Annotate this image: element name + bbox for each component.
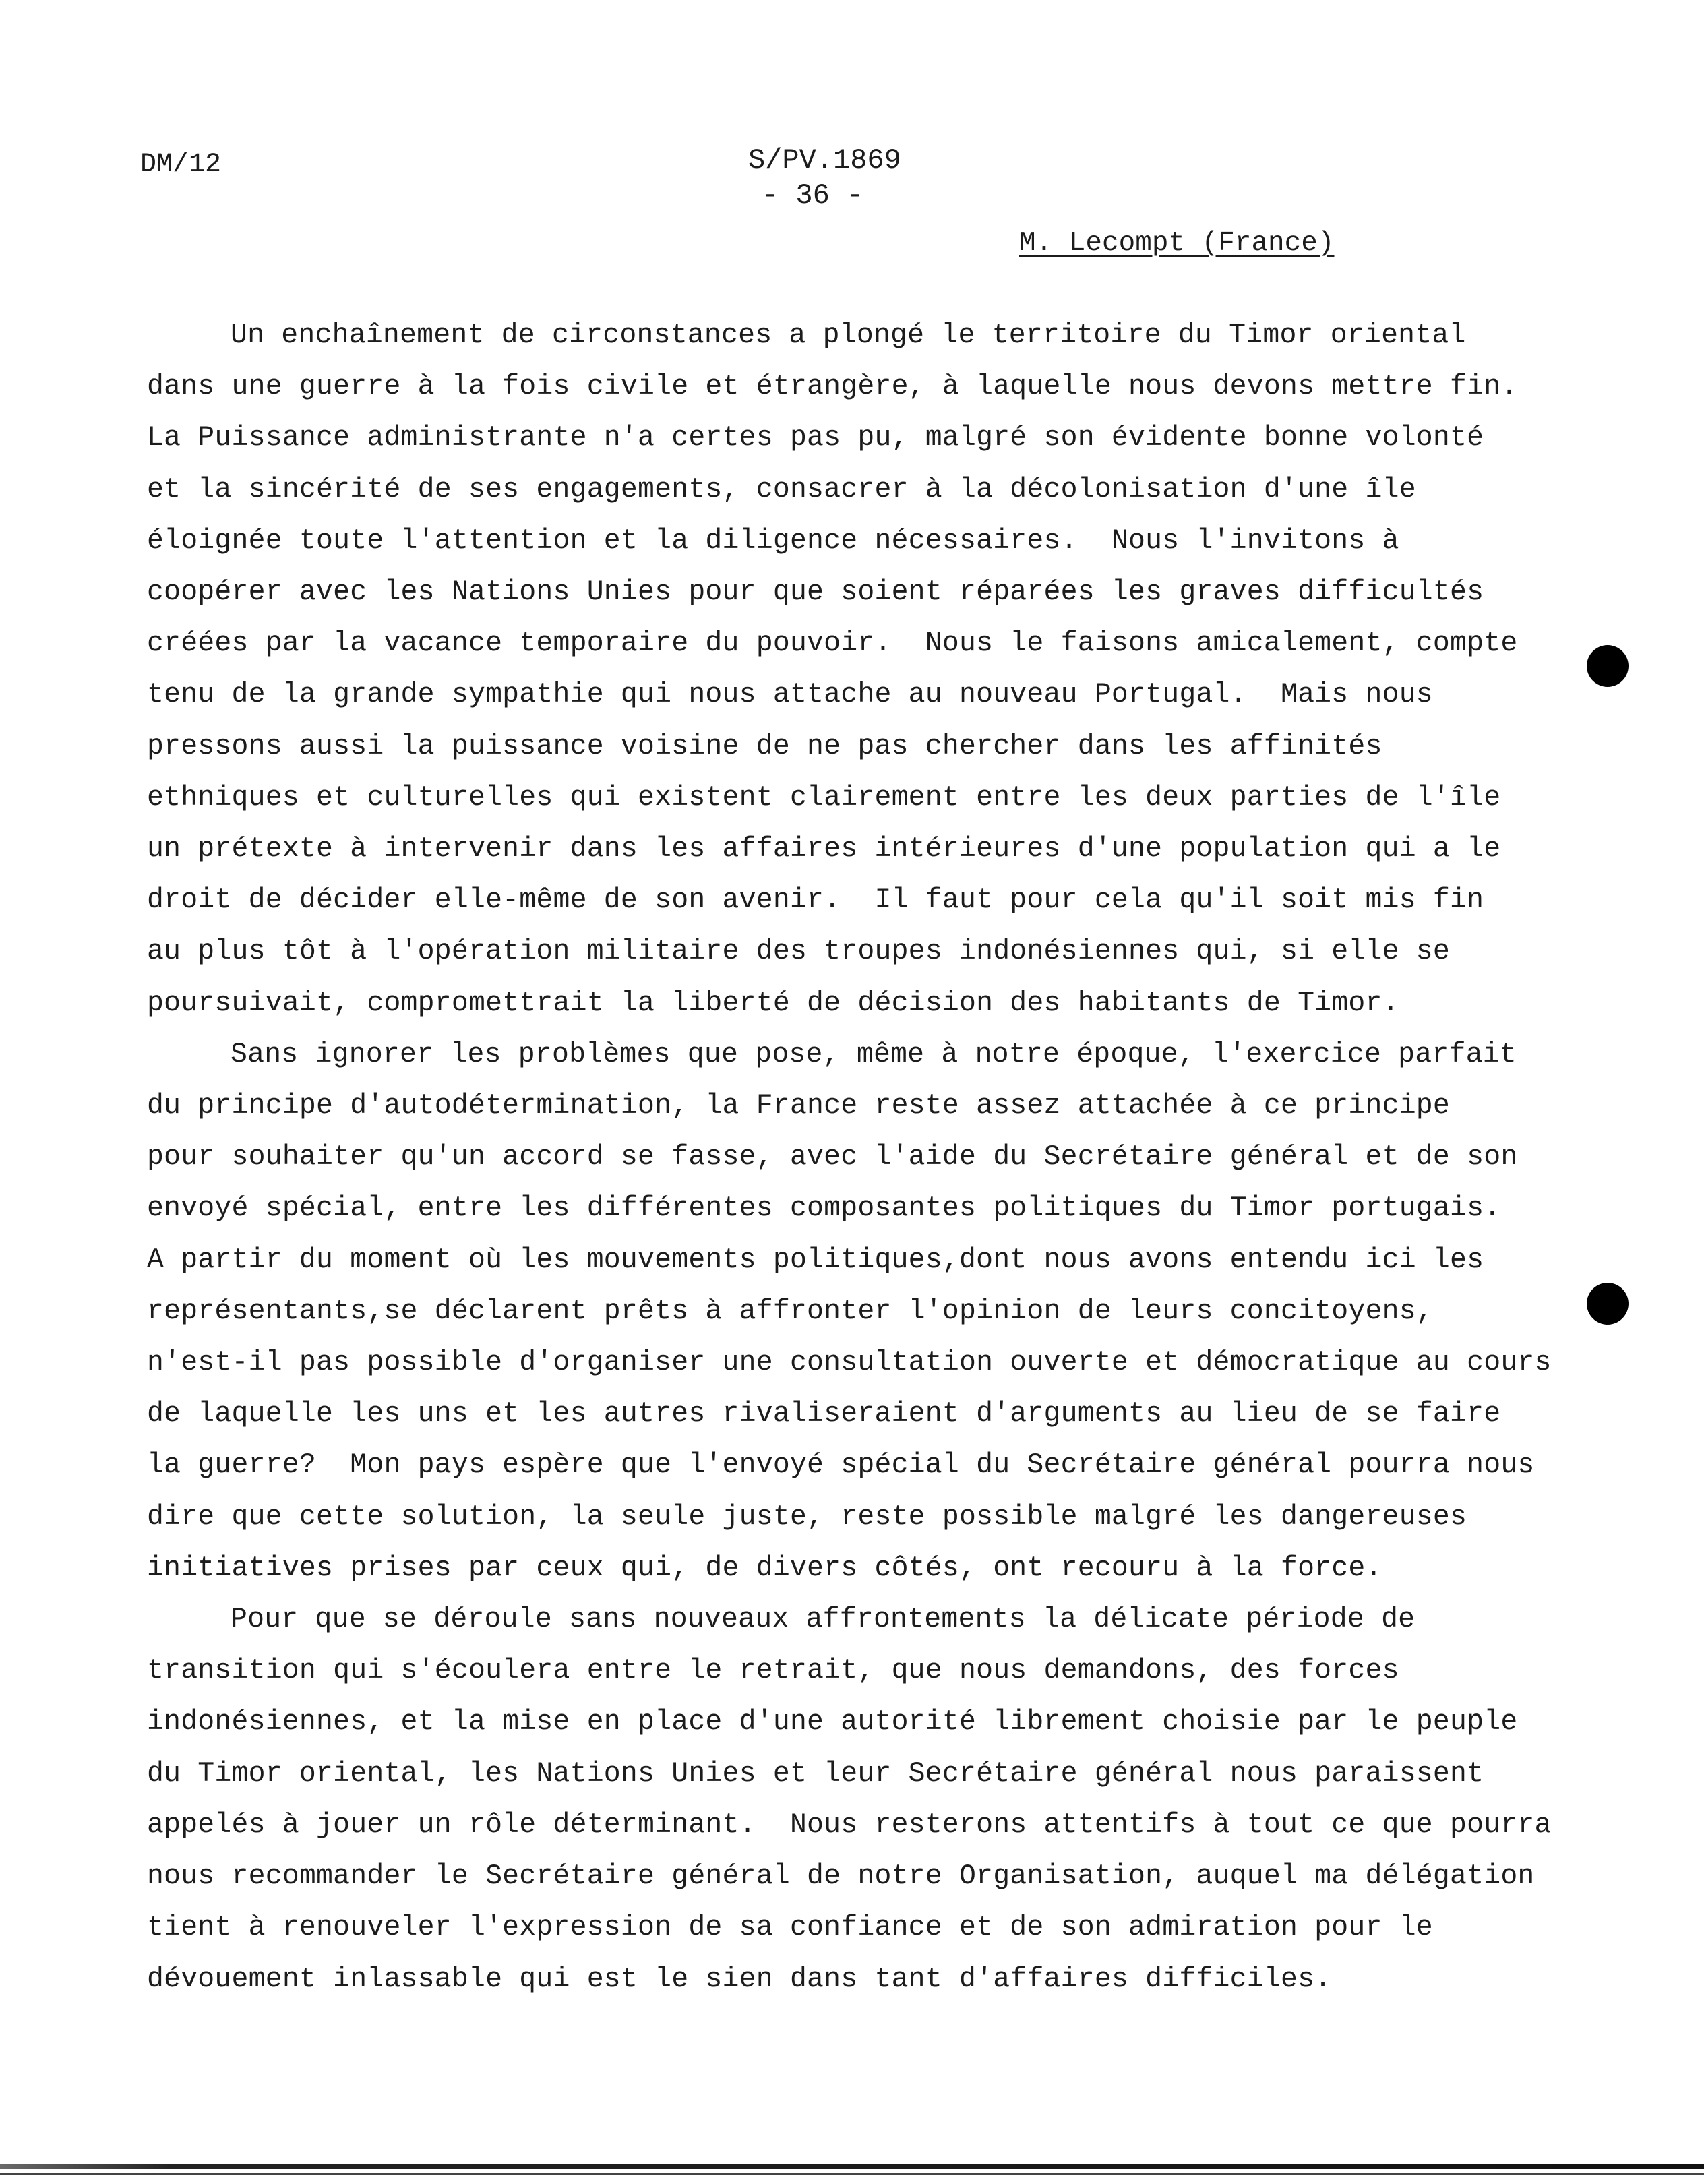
text-line: dévouement inlassable qui est le sien dans tant d'affaires difficiles. — [147, 1963, 1332, 1995]
text-line: Un enchaînement de circonstances a plongé le territoire du Timor oriental — [231, 320, 1466, 351]
text-line: n'est-il pas possible d'organiser une consultation ouverte et démocratique au cours — [147, 1347, 1552, 1379]
text-line: dire que cette solution, la seule juste, reste possible malgré les dangereuses — [147, 1500, 1467, 1533]
text-line: au plus tôt à l'opération militaire des troupes indonésiennes qui, si elle se — [147, 936, 1451, 968]
bottom-rule — [0, 2164, 1704, 2169]
text-line: initiatives prises par ceux qui, de divers côtés, ont recouru à la force. — [147, 1552, 1382, 1584]
text-line: indonésiennes, et la mise en place d'une autorité librement choisie par le peuple — [147, 1706, 1518, 1738]
text-line: pressons aussi la puissance voisine de ne pas chercher dans les affinités — [147, 730, 1382, 762]
text-line: Pour que se déroule sans nouveaux affrontements la délicate période de — [231, 1604, 1416, 1636]
text-line: droit de décider elle-même de son avenir. Il faut pour cela qu'il soit mis fin — [147, 884, 1484, 917]
text-line: ethniques et culturelles qui existent clairement entre les deux parties de l'île — [147, 781, 1501, 814]
text-line: Sans ignorer les problèmes que pose, même à notre époque, l'exercice parfait — [231, 1038, 1517, 1070]
text-line: tient à renouveler l'expression de sa confiance et de son admiration pour le — [147, 1912, 1433, 1944]
text-line: A partir du moment où les mouvements politiques,dont nous avons entendu ici les — [147, 1244, 1484, 1276]
text-line: dans une guerre à la fois civile et étrangère, à laquelle nous devons mettre fin. — [147, 371, 1518, 403]
text-line: poursuivait, compromettrait la liberté de décision des habitants de Timor. — [147, 987, 1399, 1019]
text-line: nous recommander le Secrétaire général de notre Organisation, auquel ma délégation — [147, 1860, 1535, 1893]
text-line: envoyé spécial, entre les différentes composantes politiques du Timor portugais. — [147, 1192, 1501, 1225]
document-code: DM/12 — [140, 150, 222, 180]
text-line: éloignée toute l'attention et la diligence nécessaires. Nous l'invitons à — [147, 524, 1399, 557]
text-line: représentants,se déclarent prêts à affronter l'opinion de leurs concitoyens, — [147, 1295, 1433, 1327]
text-line: tenu de la grande sympathie qui nous attache au nouveau Portugal. Mais nous — [147, 679, 1433, 711]
text-line: du principe d'autodétermination, la France reste assez attachée à ce principe — [147, 1090, 1451, 1122]
document-symbol: S/PV.1869 — [748, 144, 901, 177]
bottom-rule-thin — [0, 2173, 1704, 2175]
text-line: créées par la vacance temporaire du pouvoir. Nous le faisons amicalement, compte — [147, 628, 1518, 660]
text-line: de laquelle les uns et les autres rivaliseraient d'arguments au lieu de se faire — [147, 1398, 1501, 1430]
text-line: transition qui s'écoulera entre le retrait, que nous demandons, des forces — [147, 1655, 1399, 1687]
margin-bullet-mark — [1587, 645, 1629, 687]
margin-bullet-mark — [1587, 1283, 1629, 1325]
page-number: - 36 - — [762, 179, 864, 212]
text-line: la guerre? Mon pays espère que l'envoyé spécial du Secrétaire général pourra nous — [147, 1449, 1535, 1482]
text-line: du Timor oriental, les Nations Unies et leur Secrétaire général nous paraissent — [147, 1757, 1484, 1790]
speech-body — [147, 310, 1569, 2005]
text-line: pour souhaiter qu'un accord se fasse, avec l'aide du Secrétaire général et de son — [147, 1141, 1518, 1174]
text-line: un prétexte à intervenir dans les affaires intérieures d'une population qui a le — [147, 833, 1501, 866]
text-line: coopérer avec les Nations Unies pour que soient réparées les graves difficultés — [147, 576, 1484, 609]
text-line: appelés à jouer un rôle déterminant. Nous resterons attentifs à tout ce que pourra — [147, 1809, 1552, 1841]
speaker-heading: M. Lecompt (France) — [1019, 228, 1335, 259]
text-line: et la sincérité de ses engagements, consacrer à la décolonisation d'une île — [147, 473, 1416, 506]
text-line: La Puissance administrante n'a certes pas pu, malgré son évidente bonne volonté — [147, 422, 1484, 454]
